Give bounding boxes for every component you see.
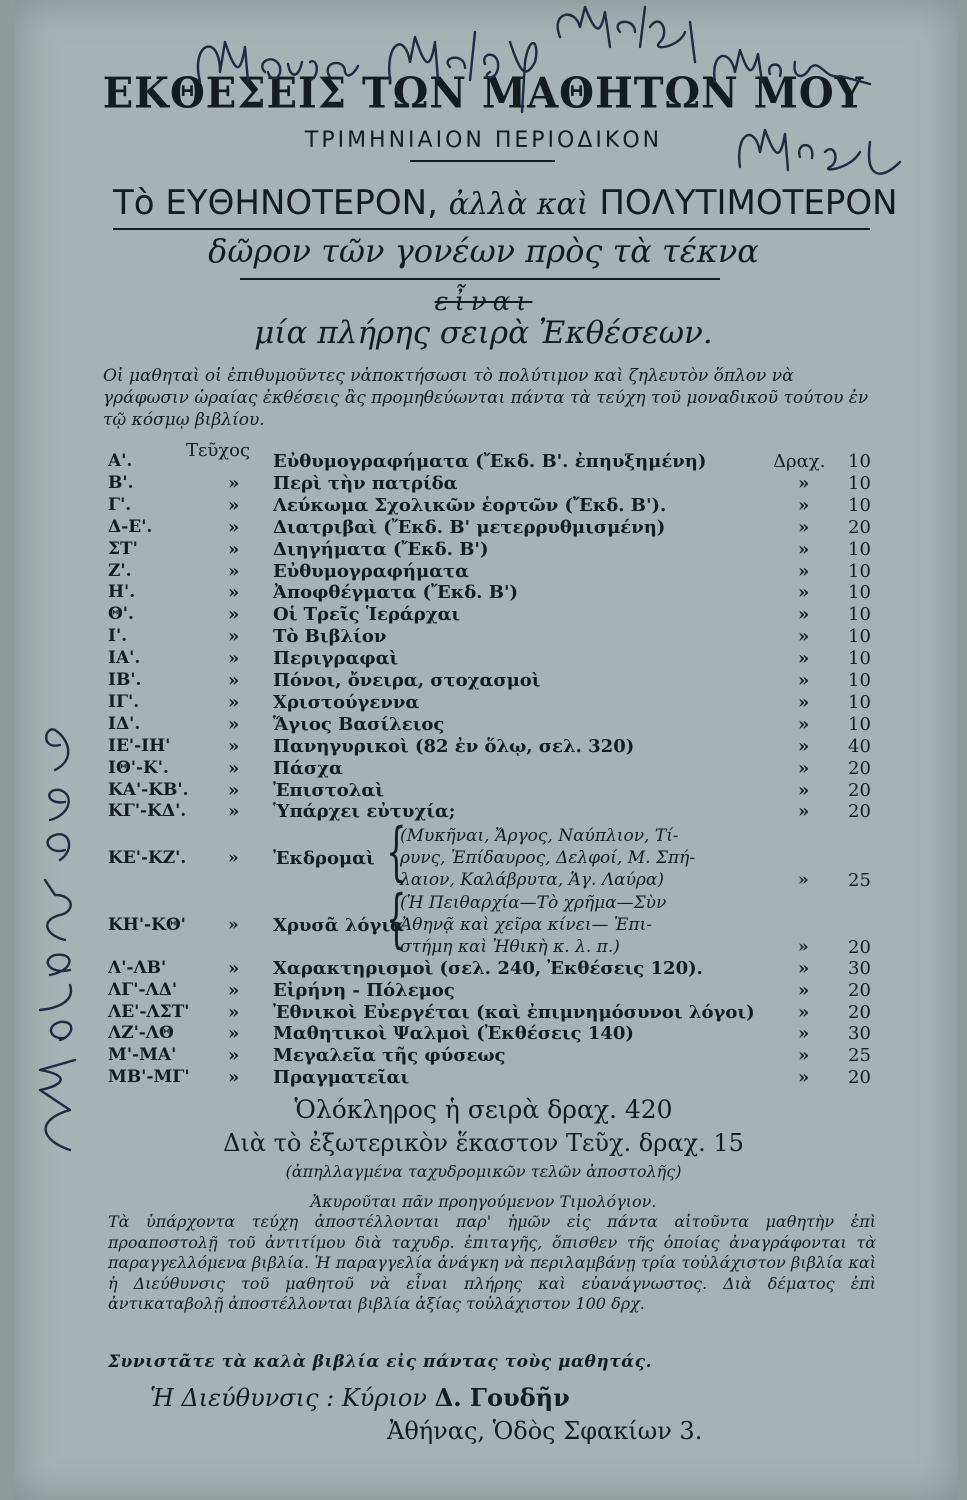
magazine-subtitle: ΤΡΙΜΗΝΙΑΙΟΝ ΠΕΡΙΟΔΙΚΟΝ <box>304 128 663 153</box>
issue-price: 10 <box>848 670 871 691</box>
ditto-mark: » <box>798 713 810 735</box>
ditto-mark: » <box>798 979 810 1001</box>
gift-line: δῶρον τῶν γονέων πρὸς τὰ τέκνα <box>208 232 759 270</box>
issue-title: Διατριβαὶ (Ἔκδ. Β' μετερρυθμισμένη) <box>273 516 666 538</box>
ditto-mark: » <box>798 582 810 604</box>
issue-price: 20 <box>848 1067 871 1088</box>
issue-price: 10 <box>848 494 871 516</box>
ditto-mark: » <box>228 582 240 604</box>
issue-price: 10 <box>848 626 871 648</box>
recommendation: Συνιστᾶτε τὰ καλὰ βιβλία εἰς πάντας τοὺς μαθητάς. <box>108 1352 653 1372</box>
price-row-excursions <box>108 815 878 896</box>
detail-line: (Μυκῆναι, Ἄργος, Ναύπλιον, Τί- <box>400 826 679 846</box>
issue-code: ΙΔ'. <box>108 713 141 734</box>
price-row <box>108 604 878 626</box>
ditto-mark: » <box>228 604 240 626</box>
postage-note: (ἀπηλλαγμένα ταχυδρομικῶν τελῶν ἀποστολῆς) <box>285 1162 682 1181</box>
issue-title: Εἰρήνη - Πόλεμος <box>273 979 455 1001</box>
issue-title: Πάσχα <box>273 757 343 779</box>
intro-paragraph: Οἱ μαθηταὶ οἱ ἐπιθυμοῦντες νἀποκτήσωσι τὸ πολύτιμον καὶ ζηλευτὸν ὅπλον νὰ γράφωσιν ὡραίας ἐκθέσεις ἂς προμηθεύωνται πάντα τὰ τεύχη τοῦ μοναδικοῦ τούτου ἐν τῷ κόσμῳ βιβλίου. <box>103 366 869 430</box>
issue-title: Περιγραφαὶ <box>273 648 399 670</box>
ditto-mark: » <box>798 958 810 979</box>
ditto-mark: » <box>798 757 810 779</box>
ditto-mark: » <box>798 1067 810 1088</box>
ditto-mark: » <box>798 560 810 582</box>
ditto-mark: » <box>228 691 240 713</box>
ditto-mark: » <box>228 472 240 494</box>
ditto-mark: » <box>798 779 810 801</box>
issue-title: Χριστούγεννα <box>273 691 420 713</box>
price-row <box>108 980 878 1002</box>
ditto-mark: » <box>228 560 240 582</box>
issue-price: 20 <box>848 516 871 538</box>
issue-price: 20 <box>848 1001 871 1023</box>
issue-title: Πραγματεῖαι <box>273 1067 410 1088</box>
handwritten-name-margin <box>20 690 90 1170</box>
address-label: Ἡ Διεύθυνσις : Κύριον <box>150 1384 427 1412</box>
price-row <box>108 1002 878 1024</box>
issue-price: 30 <box>848 958 871 979</box>
ditto-mark: » <box>798 1045 810 1067</box>
ditto-mark: » <box>798 691 810 713</box>
issue-price: 20 <box>848 757 871 779</box>
magazine-title: ΕΚΘΕΣΕΙΣ ΤΩΝ ΜΑΘΗΤΩΝ ΜΟΥ <box>102 68 865 119</box>
ditto-mark: » <box>228 915 239 935</box>
ditto-mark: » <box>228 516 240 538</box>
ditto-mark: » <box>798 670 810 691</box>
price-row <box>108 561 878 583</box>
issue-title: Οἱ Τρεῖς Ἱεράρχαι <box>273 604 461 626</box>
issue-code: ΛΕ'-ΛΣΤ' <box>108 1001 190 1022</box>
issue-price: 20 <box>848 801 871 823</box>
ditto-mark: » <box>228 713 240 735</box>
issue-title: Ὑπάρχει εὐτυχία; <box>273 801 456 823</box>
issue-price: 10 <box>848 648 871 670</box>
issue-title: Χαρακτηρισμοὶ (σελ. 240, Ἐκθέσεις 120). <box>273 958 703 979</box>
ditto-mark: » <box>798 604 810 626</box>
issue-code: Γ'. <box>108 494 132 515</box>
issue-code: ΚΕ'-ΚΖ'. <box>108 848 187 868</box>
issue-title: Ἐπιστολαὶ <box>273 779 384 801</box>
price-row <box>108 539 878 561</box>
issue-price: 20 <box>848 979 871 1001</box>
issue-title: Περὶ τὴν πατρίδα <box>273 472 458 494</box>
order-notice: Τὰ ὑπάρχοντα τεύχη ἀποστέλλονται παρ' ἡμῶν εἰς πάντα αἰτοῦντα μαθητὴν ἐπὶ προαποστολῇ τοῦ ἀντιτίμου διὰ ταχυδρ. ἐπιταγῆς, ὄπισθεν τῆς ὁποίας ἀναγράφονται τὰ παραγγελλόμενα βιβλία. Ἡ παραγγελία ἀνάγκη νὰ περιλαμβάνῃ τρία τοὐλάχιστον βιβλία καὶ ἡ Διεύθυνσις τοῦ μαθητοῦ νὰ εἶναι πλήρης καὶ εὐανάγνωστος. Διὰ δέματος ἐπὶ ἀντικαταβολῇ ἀποστέλλονται βιβλία ἀξίας τοὐλάχιστον 100 δρχ. <box>108 1212 876 1314</box>
ditto-mark: » <box>798 516 810 538</box>
void-note: Ἀκυροῦται πᾶν προηγούμενον Τιμολόγιον. <box>310 1192 657 1211</box>
issue-code: ΚΓ'-ΚΔ'. <box>108 801 187 822</box>
detail-line: λαιον, Καλάβρυτα, Ἁγ. Λαύρα) <box>400 870 665 890</box>
ditto-mark: » <box>228 1045 240 1067</box>
price-row <box>108 626 878 648</box>
issue-code: Ζ'. <box>108 560 132 581</box>
issue-price: 10 <box>848 582 871 604</box>
issue-code: ΙΕ'-ΙΗ' <box>108 735 171 756</box>
price-row <box>108 1023 878 1045</box>
ditto-mark: » <box>798 937 809 957</box>
issue-code: Η'. <box>108 582 136 603</box>
issue-price: 10 <box>848 451 871 472</box>
issue-price: 10 <box>848 560 871 582</box>
issue-price: 10 <box>848 604 871 626</box>
price-row <box>108 495 878 517</box>
price-row <box>108 582 878 604</box>
issue-code: ΚΗ'-ΚΘ' <box>108 915 186 935</box>
headline-part-a: Τὸ ΕΥΘΗΝΟΤΕΡΟΝ, <box>113 183 438 223</box>
price-row <box>108 473 878 495</box>
issue-code: Ι'. <box>108 626 128 647</box>
issue-code: Λ'-ΛΒ' <box>108 958 167 978</box>
detail-line: ρυνς, Ἐπίδαυρος, Δελφοί, Μ. Σπή- <box>400 848 696 868</box>
issue-title: Ἐκδρομαὶ <box>273 848 375 869</box>
ditto-mark: » <box>228 1067 240 1088</box>
issue-price: 30 <box>848 1023 871 1045</box>
issue-title: Εὐθυμογραφήματα <box>273 560 469 582</box>
issue-price: 40 <box>848 735 871 757</box>
price-row-golden <box>108 882 878 963</box>
issue-price: 25 <box>848 1045 871 1067</box>
issue-price: 10 <box>848 691 871 713</box>
issue-code: ΛΖ'-ΛΘ <box>108 1023 174 1044</box>
issue-title: Εὐθυμογραφήματα (Ἔκδ. Β'. ἐπηυξημένη) <box>273 451 707 472</box>
issue-code: Α'. <box>108 451 133 471</box>
price-row <box>108 648 878 670</box>
ditto-mark: » <box>798 538 810 560</box>
ditto-mark: » <box>228 801 240 823</box>
ditto-mark: » <box>228 626 240 648</box>
price-row <box>108 1045 878 1067</box>
issue-code: Δ-Ε'. <box>108 516 153 537</box>
issue-title: Πόνοι, ὄνειρα, στοχασμοὶ <box>273 670 541 691</box>
ditto-mark: » <box>228 648 240 670</box>
series-line: μία πλήρης σειρὰ Ἐκθέσεων. <box>254 315 713 351</box>
headline-part-c: ΠΟΛΥΤΙΜΟΤΕΡΟΝ <box>599 183 898 223</box>
price-row <box>108 451 878 473</box>
divider <box>113 228 870 230</box>
price-row <box>108 517 878 539</box>
ditto-mark: » <box>798 626 810 648</box>
ditto-mark: » <box>798 494 810 516</box>
issue-code: ΜΒ'-ΜΓ' <box>108 1067 190 1087</box>
price-row <box>108 670 878 692</box>
price-row <box>108 1067 878 1089</box>
ditto-mark: » <box>228 979 240 1001</box>
detail-line: Ἀθηνᾷ καὶ χεῖρα κίνει— Ἐπι- <box>400 915 653 935</box>
issue-title: Λεύκωμα Σχολικῶν ἑορτῶν (Ἔκδ. Β'). <box>273 494 667 516</box>
issue-price: 10 <box>848 713 871 735</box>
issue-price: 20 <box>848 937 871 958</box>
brace-mark: { <box>386 815 407 889</box>
ditto-mark: » <box>228 757 240 779</box>
issue-price: 10 <box>848 472 871 494</box>
ditto-mark: » <box>798 735 810 757</box>
price-row <box>108 801 878 823</box>
ditto-mark: » <box>798 472 810 494</box>
headline-part-b: ἀλλὰ καὶ <box>448 187 589 222</box>
column-issue-label: Τεῦχος <box>186 440 251 461</box>
issue-title: Ἐθνικοὶ Εὐεργέται (καὶ ἐπιμνημόσυνοι λόγοι) <box>273 1001 755 1023</box>
ditto-mark: » <box>228 848 239 868</box>
issue-title: Διηγήματα (Ἔκδ. Β') <box>273 538 489 560</box>
address-line-2: Ἀθήνας, Ὁδὸς Σφακίων 3. <box>387 1417 703 1445</box>
issue-code: ΙΒ'. <box>108 670 142 690</box>
issue-code: ΛΓ'-ΛΔ' <box>108 979 178 1000</box>
ditto-mark: » <box>228 494 240 516</box>
issue-code: ΣΤ' <box>108 538 138 559</box>
foreign-price: Διὰ τὸ ἐξωτερικὸν ἕκαστον Τεῦχ. δραχ. 15 <box>223 1129 744 1157</box>
issue-title: Ἅγιος Βασίλειος <box>273 713 445 735</box>
ditto-mark: » <box>228 958 240 979</box>
issue-code: ΙΘ'-Κ'. <box>108 757 169 778</box>
detail-line: στήμη καὶ Ἠθικὴ κ. λ. π.) <box>400 937 620 957</box>
issue-code: ΙΓ'. <box>108 691 140 712</box>
price-row <box>108 958 878 980</box>
price-row <box>108 780 878 802</box>
ditto-mark: » <box>798 1001 810 1023</box>
price-row <box>108 714 878 736</box>
price-row <box>108 736 878 758</box>
detail-line: (Ἡ Πειθαρχία—Τὸ χρῆμα—Σὺν <box>400 893 667 913</box>
address-line-1 <box>150 1383 570 1412</box>
ditto-mark: » <box>228 1001 240 1023</box>
ditto-mark: » <box>798 1023 810 1045</box>
issue-price: 20 <box>848 779 871 801</box>
issue-title: Ἀποφθέγματα (Ἔκδ. Β') <box>273 582 518 604</box>
price-row <box>108 758 878 780</box>
column-price-label: Δραχ. <box>773 451 826 472</box>
issue-code: Β'. <box>108 472 134 493</box>
issue-code: Μ'-ΜΑ' <box>108 1045 177 1066</box>
price-row <box>108 692 878 714</box>
issue-title: Μαθητικοὶ Ψαλμοὶ (Ἐκθέσεις 140) <box>273 1023 634 1045</box>
ditto-mark: » <box>228 538 240 560</box>
issue-title: Μεγαλεῖα τῆς φύσεως <box>273 1045 506 1067</box>
ditto-mark: » <box>798 870 809 890</box>
issue-price: 10 <box>848 538 871 560</box>
ditto-mark: » <box>228 1023 240 1045</box>
divider <box>240 278 720 280</box>
issue-code: ΙΑ'. <box>108 648 141 669</box>
issue-price: 25 <box>848 870 871 891</box>
ditto-mark: » <box>228 779 240 801</box>
issue-code: Θ'. <box>108 604 134 625</box>
issue-code: ΚΑ'-ΚΒ'. <box>108 779 189 800</box>
einai-word: εἶναι <box>434 287 533 317</box>
issue-title: Τὸ Βιβλίον <box>273 626 387 648</box>
address-name: Δ. Γουδῆν <box>434 1383 570 1412</box>
ditto-mark: » <box>798 648 810 670</box>
brace-mark: { <box>386 882 407 956</box>
issue-title: Πανηγυρικοὶ (82 ἐν ὅλῳ, σελ. 320) <box>273 735 635 757</box>
issue-title: Χρυσᾶ λόγια <box>273 915 404 936</box>
ditto-mark: » <box>798 801 810 823</box>
ditto-mark: » <box>228 735 240 757</box>
ditto-mark: » <box>228 670 240 691</box>
handwritten-name-top <box>180 2 920 202</box>
total-price: Ὁλόκληρος ἡ σειρὰ δραχ. 420 <box>294 1095 673 1124</box>
